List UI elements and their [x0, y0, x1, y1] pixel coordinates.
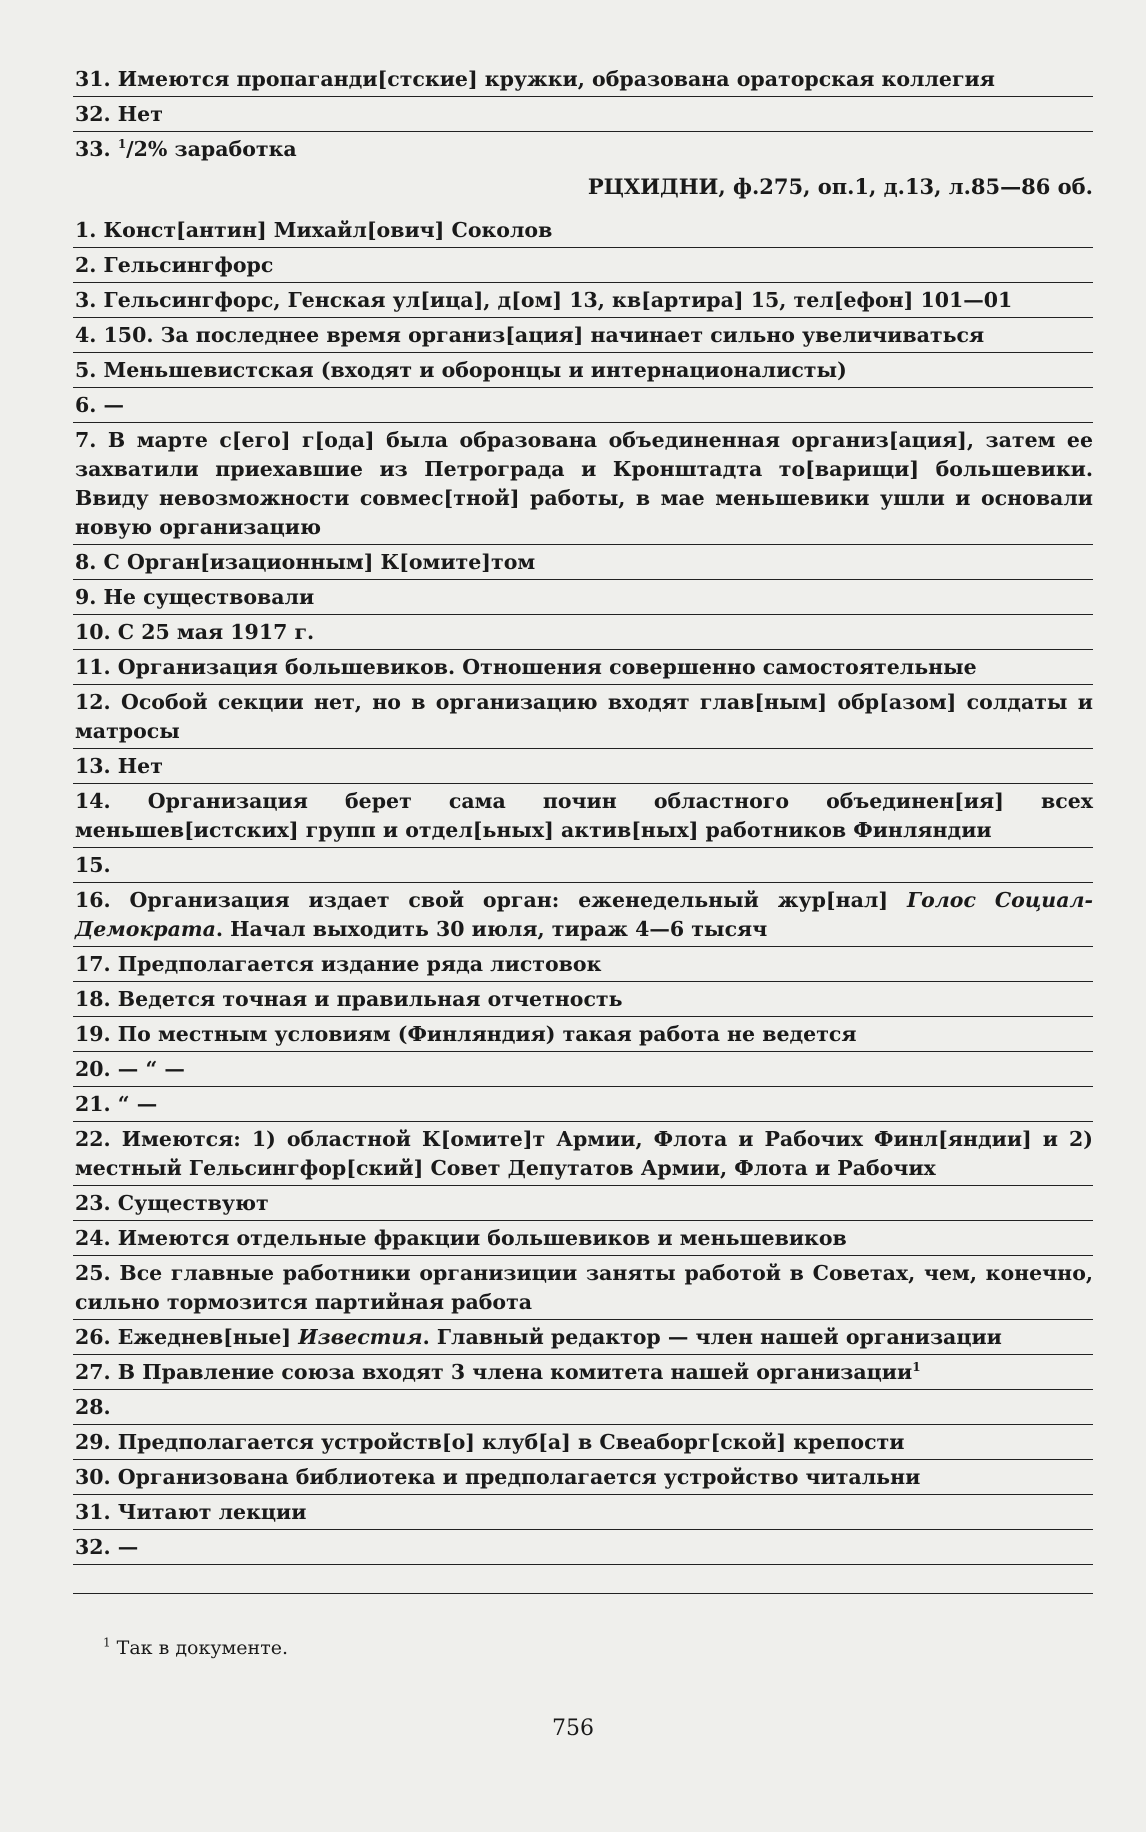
- answer-row-6: 6. —: [73, 388, 1093, 423]
- archive-source-reference: РЦХИДНИ, ф.275, оп.1, д.13, л.85—86 об.: [587, 174, 1093, 199]
- questionnaire-content: [73, 62, 1093, 1663]
- row-text: 27. В Правление союза входят 3 члена комитета нашей организации: [75, 1360, 913, 1384]
- answer-row-33-prev: [73, 132, 1093, 166]
- answer-row-1: 1. Конст[антин] Михайл[ович] Соколов: [73, 213, 1093, 248]
- answer-row-2: 2. Гельсингфорс: [73, 248, 1093, 283]
- answer-row-29: 29. Предполагается устройств[о] клуб[а] в Свеаборг[ской] крепости: [73, 1425, 1093, 1460]
- footnote: [73, 1634, 1093, 1663]
- answer-row-27: [73, 1355, 1093, 1390]
- answer-row-30: 30. Организована библиотека и предполагается устройство читальни: [73, 1460, 1093, 1495]
- answer-row-12: 12. Особой секции нет, но в организацию входят глав[ным] обр[азом] солдаты и матросы: [73, 685, 1093, 749]
- answer-row-5: 5. Меньшевистская (входят и оборонцы и интернационалисты): [73, 353, 1093, 388]
- row-text: 16. Организация издает свой орган: еженедельный жур[нал]: [75, 888, 907, 912]
- footnote-text: Так в документе.: [110, 1637, 289, 1659]
- answer-row-25: 25. Все главные работники организиции заняты работой в Советах, чем, конечно, сильно тормозится партийная работа: [73, 1256, 1093, 1320]
- row-text: . Начал выходить 30 июля, тираж 4—6 тысяч: [215, 917, 768, 941]
- footnote-marker: 1: [103, 1635, 111, 1650]
- journal-title: Голос Социал-Демократа: [75, 888, 1094, 941]
- answer-row-4: 4. 150. За последнее время организ[ация] начинает сильно увеличиваться: [73, 318, 1093, 353]
- answer-row-22: 22. Имеются: 1) областной К[омите]т Армии, Флота и Рабочих Финл[яндии] и 2) местный Гельсингфор[ский] Совет Депутатов Армии, Флота и Рабочих: [73, 1122, 1093, 1186]
- answer-row-14: 14. Организация берет сама почин областного объединен[ия] всех меньшев[истских] групп и отдел[ьных] актив[ных] работников Финляндии: [73, 784, 1093, 848]
- answer-row-7: 7. В марте с[его] г[ода] была образована объединенная организ[ация], затем ее захватили приехавшие из Петрограда и Кронштадта то[варищи] большевики. Ввиду невозможности совмес[тной] работы, в мае меньшевики ушли и основали новую организацию: [73, 423, 1093, 545]
- answer-row-26: [73, 1320, 1093, 1355]
- row-number: 33.: [75, 137, 118, 161]
- row-text: /2% заработка: [126, 137, 297, 161]
- answer-row-8: 8. С Орган[изационным] К[омите]том: [73, 545, 1093, 580]
- answer-row-23: 23. Существуют: [73, 1186, 1093, 1221]
- answer-row-32-prev: 32. Нет: [73, 97, 1093, 132]
- row-text: . Главный редактор — член нашей организации: [422, 1325, 1002, 1349]
- newspaper-title: Известия: [298, 1325, 423, 1349]
- answer-row-31-prev: 31. Имеются пропаганди[стские] кружки, образована ораторская коллегия: [73, 62, 1093, 97]
- answer-row-17: 17. Предполагается издание ряда листовок: [73, 947, 1093, 982]
- answer-row-15: 15.: [73, 848, 1093, 883]
- row-text: 26. Ежеднев[ные]: [75, 1325, 299, 1349]
- answer-row-31: 31. Читают лекции: [73, 1495, 1093, 1530]
- answer-row-16: [73, 883, 1093, 947]
- answer-row-20: 20. — “ —: [73, 1052, 1093, 1087]
- answer-row-28: 28.: [73, 1390, 1093, 1425]
- answer-row-18: 18. Ведется точная и правильная отчетность: [73, 982, 1093, 1017]
- answer-row-32: 32. —: [73, 1530, 1093, 1565]
- answer-row-13: 13. Нет: [73, 749, 1093, 784]
- answer-row-11: 11. Организация большевиков. Отношения совершенно самостоятельные: [73, 650, 1093, 685]
- answer-row-21: 21. “ —: [73, 1087, 1093, 1122]
- page-number: 756: [552, 1716, 594, 1741]
- empty-ruled-line: [73, 1565, 1093, 1594]
- footnote-marker: 1: [912, 1360, 921, 1375]
- answer-row-10: 10. С 25 мая 1917 г.: [73, 615, 1093, 650]
- answer-row-24: 24. Имеются отдельные фракции большевиков и меньшевиков: [73, 1221, 1093, 1256]
- answer-row-3: 3. Гельсингфорс, Генская ул[ица], д[ом] 13, кв[артира] 15, тел[ефон] 101—01: [73, 283, 1093, 318]
- answer-row-19: 19. По местным условиям (Финляндия) такая работа не ведется: [73, 1017, 1093, 1052]
- answer-row-9: 9. Не существовали: [73, 580, 1093, 615]
- fraction-numerator: 1: [117, 137, 127, 152]
